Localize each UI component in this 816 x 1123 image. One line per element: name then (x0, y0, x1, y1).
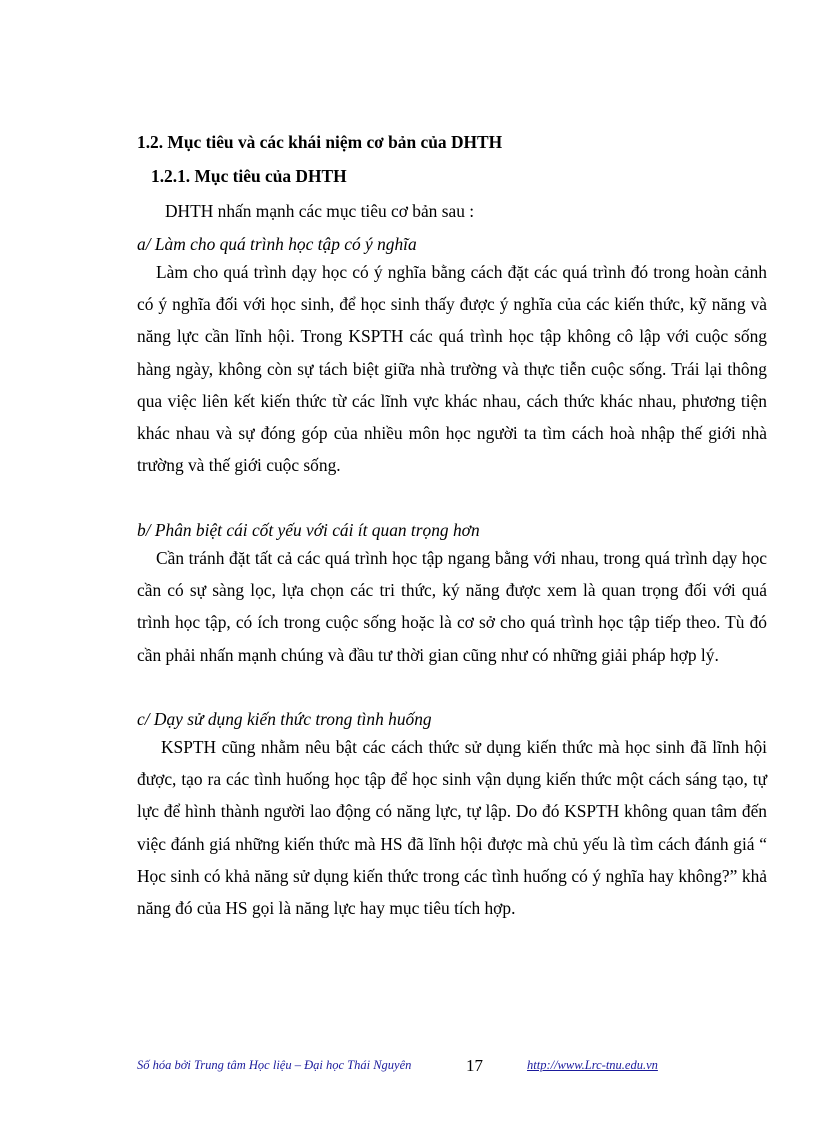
part-b-title: b/ Phân biệt cái cốt yếu với cái ít quan trọng hơn (137, 520, 480, 540)
part-c-title: c/ Dạy sử dụng kiến thức trong tình huống (137, 709, 432, 729)
section-heading: 1.2. Mục tiêu và các khái niệm cơ bản của DHTH (137, 132, 503, 152)
part-b-body: Cần tránh đặt tất cả các quá trình học tập ngang bằng với nhau, trong quá trình dạy học cần có sự sàng lọc, lựa chọn các tri thức, ký năng được xem là quan trọng đối với quá trình học tập, có ích trong cuộc sống hoặc là cơ sở cho quá trình học tập tiếp theo. Tù đó cần phải nhấn mạnh chúng và đầu tư thời gian cũng như có những giải pháp hợp lý. (137, 548, 767, 665)
part-c-body: KSPTH cũng nhằm nêu bật các cách thức sử dụng kiến thức mà học sinh đã lĩnh hội được, tạo ra các tình huống học tập để học sinh vận dụng kiến thức một cách sáng tạo, tự lực để hình thành người lao động có năng lực, tự lập. Do đó KSPTH không quan tâm đến việc đánh giá những kiến thức mà HS đã lĩnh hội được mà chủ yếu là tìm cách đánh giá “ Học sinh có khả năng sử dụng kiến thức trong các tình huống có ý nghĩa hay không?” khả năng đó của HS gọi là năng lực hay mục tiêu tích hợp. (137, 737, 767, 919)
footer-link[interactable]: http://www.Lrc-tnu.edu.vn (527, 1058, 658, 1072)
intro-text: DHTH nhấn mạnh các mục tiêu cơ bản sau : (165, 201, 475, 221)
part-a-body: Làm cho quá trình dạy học có ý nghĩa bằng cách đặt các quá trình đó trong hoàn cảnh có ý nghĩa đối với học sinh, để học sinh thấy được ý nghĩa của các kiến thức, kỹ năng và năng lực cần lĩnh hội. Trong KSPTH các quá trình học tập không cô lập với cuộc sống hàng ngày, không còn sự tách biệt giữa nhà trường và thực tiễn cuộc sống. Trái lại thông qua việc liên kết kiến thức từ các lĩnh vực khác nhau, cách thức khác nhau, phương tiện khác nhau và sự đóng góp của nhiều môn học người ta tìm cách hoà nhập thế giới nhà trường và thế giới cuộc sống. (137, 262, 767, 476)
subsection-heading: 1.2.1. Mục tiêu của DHTH (151, 166, 347, 186)
page-number: 17 (466, 1056, 483, 1075)
part-a-title: a/ Làm cho quá trình học tập có ý nghĩa (137, 234, 417, 254)
footer-source: Số hóa bởi Trung tâm Học liệu – Đại học Thái Nguyên (137, 1058, 412, 1072)
